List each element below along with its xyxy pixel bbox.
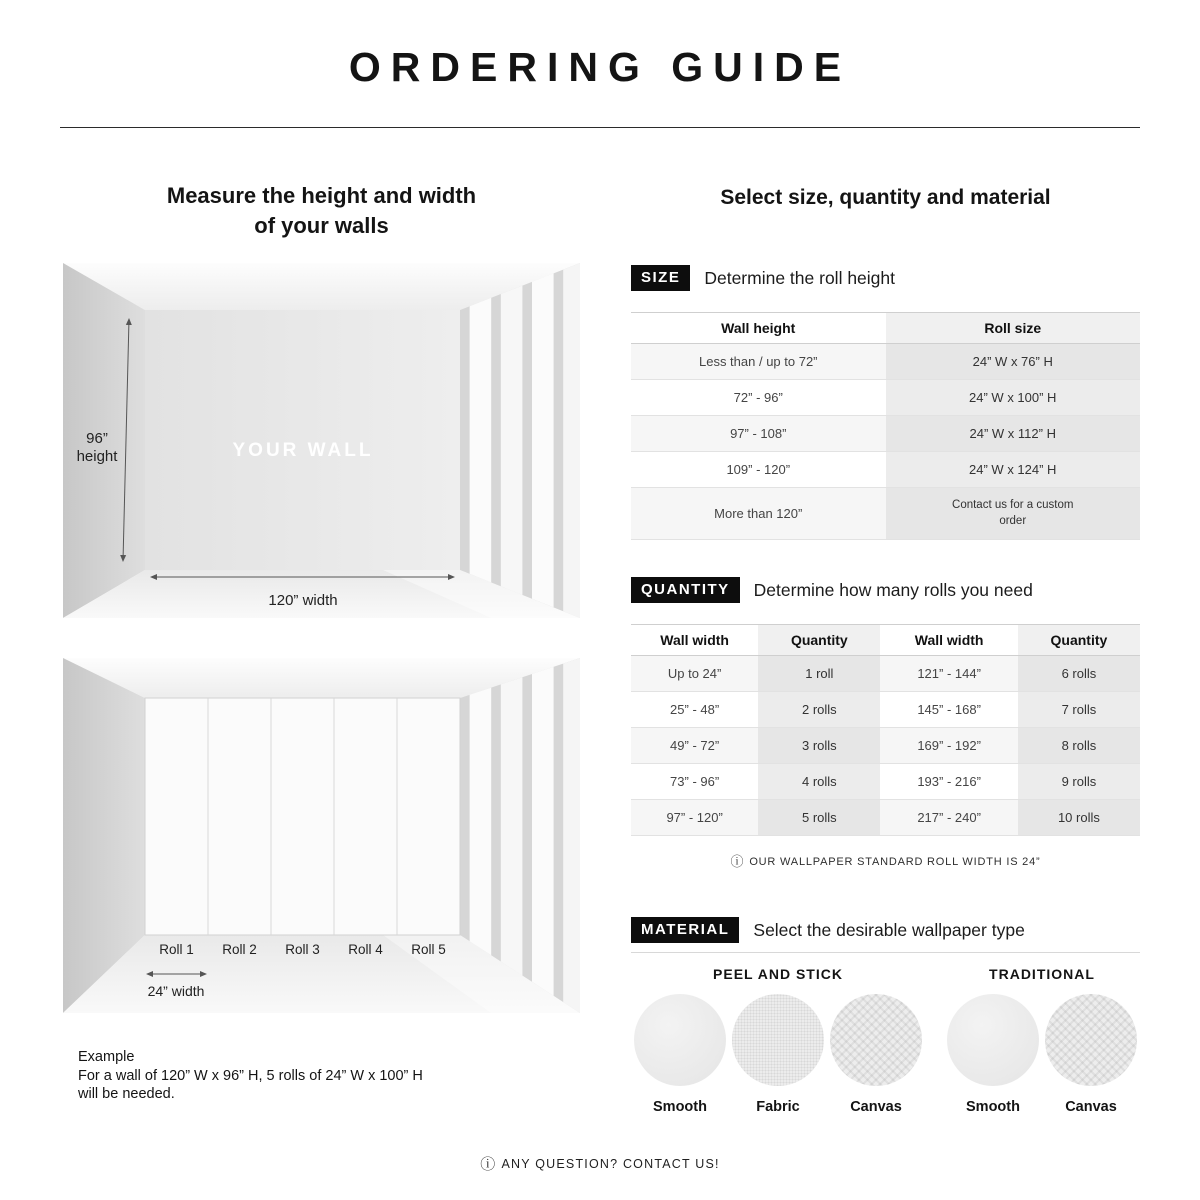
left-heading-line1: Measure the height and width [166,183,477,208]
quantity-cell: 2 rolls [758,692,880,728]
size-section [631,265,1140,540]
swatch-label: Canvas [1065,1099,1117,1115]
roll-width-note [631,851,1140,870]
swatch-label: Canvas [850,1099,902,1115]
roll-label-4: Roll 4 [348,942,383,957]
material-badge: MATERIAL [631,917,739,943]
material-subtitle: Select the desirable wallpaper type [753,919,1025,940]
material-group-title: PEEL AND STICK [713,966,843,982]
swatch-fabric-peel [731,994,825,1115]
footer-contact-note [0,1153,1200,1174]
roll-width-label: 24” width [147,983,205,999]
quantity-subtitle: Determine how many rolls you need [753,579,1033,600]
wall-width-cell: 73” - 96” [631,764,758,800]
custom-order-note: Contact us for a custom order [952,499,1074,527]
material-section [631,917,1140,1115]
material-divider [631,952,1140,953]
roll-label-3: Roll 3 [285,942,320,957]
smooth-texture-icon [947,994,1039,1086]
roll-size-cell: 24” W x 124” H [886,452,1141,488]
roll-panels [145,698,460,935]
quantity-badge: QUANTITY [631,577,740,603]
size-table-row [631,344,1140,380]
size-table [631,312,1140,540]
size-col-roll-size: Roll size [886,313,1141,344]
size-subtitle: Determine the roll height [704,267,895,288]
footer-note-text: ANY QUESTION? CONTACT US! [501,1157,720,1171]
quantity-cell: 4 rolls [758,764,880,800]
smooth-texture-icon [634,994,726,1086]
quantity-cell: 1 roll [758,656,880,692]
window-pane [532,273,554,607]
swatch-canvas-peel [829,994,923,1115]
size-header-row [631,313,1140,344]
swatch-canvas-traditional [1044,994,1138,1115]
window-pane [563,263,580,618]
qty-col-quantity-2: Quantity [1018,625,1140,656]
wall-width-cell: 193” - 216” [880,764,1017,800]
roll-label-1: Roll 1 [159,942,194,957]
fabric-texture-icon [732,994,824,1086]
canvas-texture-icon [830,994,922,1086]
wall-width-cell: 169” - 192” [880,728,1017,764]
wall-width-cell: 145” - 168” [880,692,1017,728]
wall-width-cell: 217” - 240” [880,800,1017,836]
roll-size-cell: 24” W x 76” H [886,344,1141,380]
roll-size-cell: 24” W x 100” H [886,380,1141,416]
example-block [78,1048,568,1104]
quantity-table-row [631,728,1140,764]
wall-height-cell: More than 120” [631,488,886,540]
swatch-smooth-traditional [946,994,1040,1115]
wall-height-cell: 97” - 108” [631,416,886,452]
page-title: ORDERING GUIDE [348,44,852,90]
wall-width-cell: 49” - 72” [631,728,758,764]
quantity-cell: 5 rolls [758,800,880,836]
quantity-cell: 8 rolls [1018,728,1140,764]
quantity-table [631,624,1140,836]
quantity-section [631,577,1140,870]
roll-size-cell: 24” W x 112” H [886,416,1141,452]
size-table-row [631,452,1140,488]
room-illustration-rolls [63,658,580,1013]
qty-col-wall-width-1: Wall width [631,625,758,656]
size-table-row [631,488,1140,540]
size-table-row [631,416,1140,452]
roll-width-note-text: OUR WALLPAPER STANDARD ROLL WIDTH IS 24” [749,856,1041,868]
left-column-heading [63,181,580,241]
height-label-value: 96” [86,430,108,447]
quantity-table-row [631,764,1140,800]
quantity-section-header [631,577,1140,603]
wall-width-cell: 121” - 144” [880,656,1017,692]
quantity-table-row [631,800,1140,836]
window-pane [563,658,580,1013]
window-pane [501,677,523,975]
window-pane [470,298,492,583]
material-group-title: TRADITIONAL [989,966,1095,982]
wall-width-cell: 97” - 120” [631,800,758,836]
window-pane [501,286,523,595]
wall-height-cell: Less than / up to 72” [631,344,886,380]
right-column-heading: Select size, quantity and material [720,186,1051,209]
example-title: Example [78,1049,135,1065]
quantity-cell: 9 rolls [1018,764,1140,800]
example-text-line1: For a wall of 120” W x 96” H, 5 rolls of 24” W x 100” H [78,1067,423,1084]
swatch-label: Smooth [966,1099,1020,1115]
canvas-texture-icon [1045,994,1137,1086]
size-col-wall-height: Wall height [631,313,886,344]
roll-label-2: Roll 2 [222,942,257,957]
wall-width-cell: Up to 24” [631,656,758,692]
window-pane [532,667,554,996]
qty-col-wall-width-2: Wall width [880,625,1017,656]
example-text-line2: will be needed. [78,1086,175,1102]
material-group-peel-and-stick [631,966,925,1115]
info-icon: ⓘ [480,1156,497,1173]
quantity-header-row [631,625,1140,656]
wall-width-cell: 25” - 48” [631,692,758,728]
wall-height-cell: 72” - 96” [631,380,886,416]
size-section-header [631,265,1140,291]
swatch-label: Smooth [653,1099,707,1115]
height-label-word: height [76,448,118,465]
wall-height-cell: 109” - 120” [631,452,886,488]
info-icon: ⓘ [730,854,745,869]
width-label: 120” width [268,592,338,609]
material-group-traditional [944,966,1140,1115]
quantity-table-row [631,692,1140,728]
material-section-header [631,917,1140,943]
swatch-smooth-peel [633,994,727,1115]
roll-size-cell [886,488,1141,540]
quantity-cell: 3 rolls [758,728,880,764]
swatch-label: Fabric [756,1099,800,1115]
size-table-row [631,380,1140,416]
roll-label-5: Roll 5 [411,942,446,957]
quantity-cell: 6 rolls [1018,656,1140,692]
quantity-cell: 10 rolls [1018,800,1140,836]
qty-col-quantity-1: Quantity [758,625,880,656]
title-divider [60,127,1140,128]
left-heading-line2: of your walls [254,213,389,238]
window-pane [470,688,492,956]
quantity-cell: 7 rolls [1018,692,1140,728]
size-badge: SIZE [631,265,690,291]
quantity-table-row [631,656,1140,692]
room-illustration-measure [63,263,580,618]
your-wall-label: YOUR WALL [232,440,374,461]
